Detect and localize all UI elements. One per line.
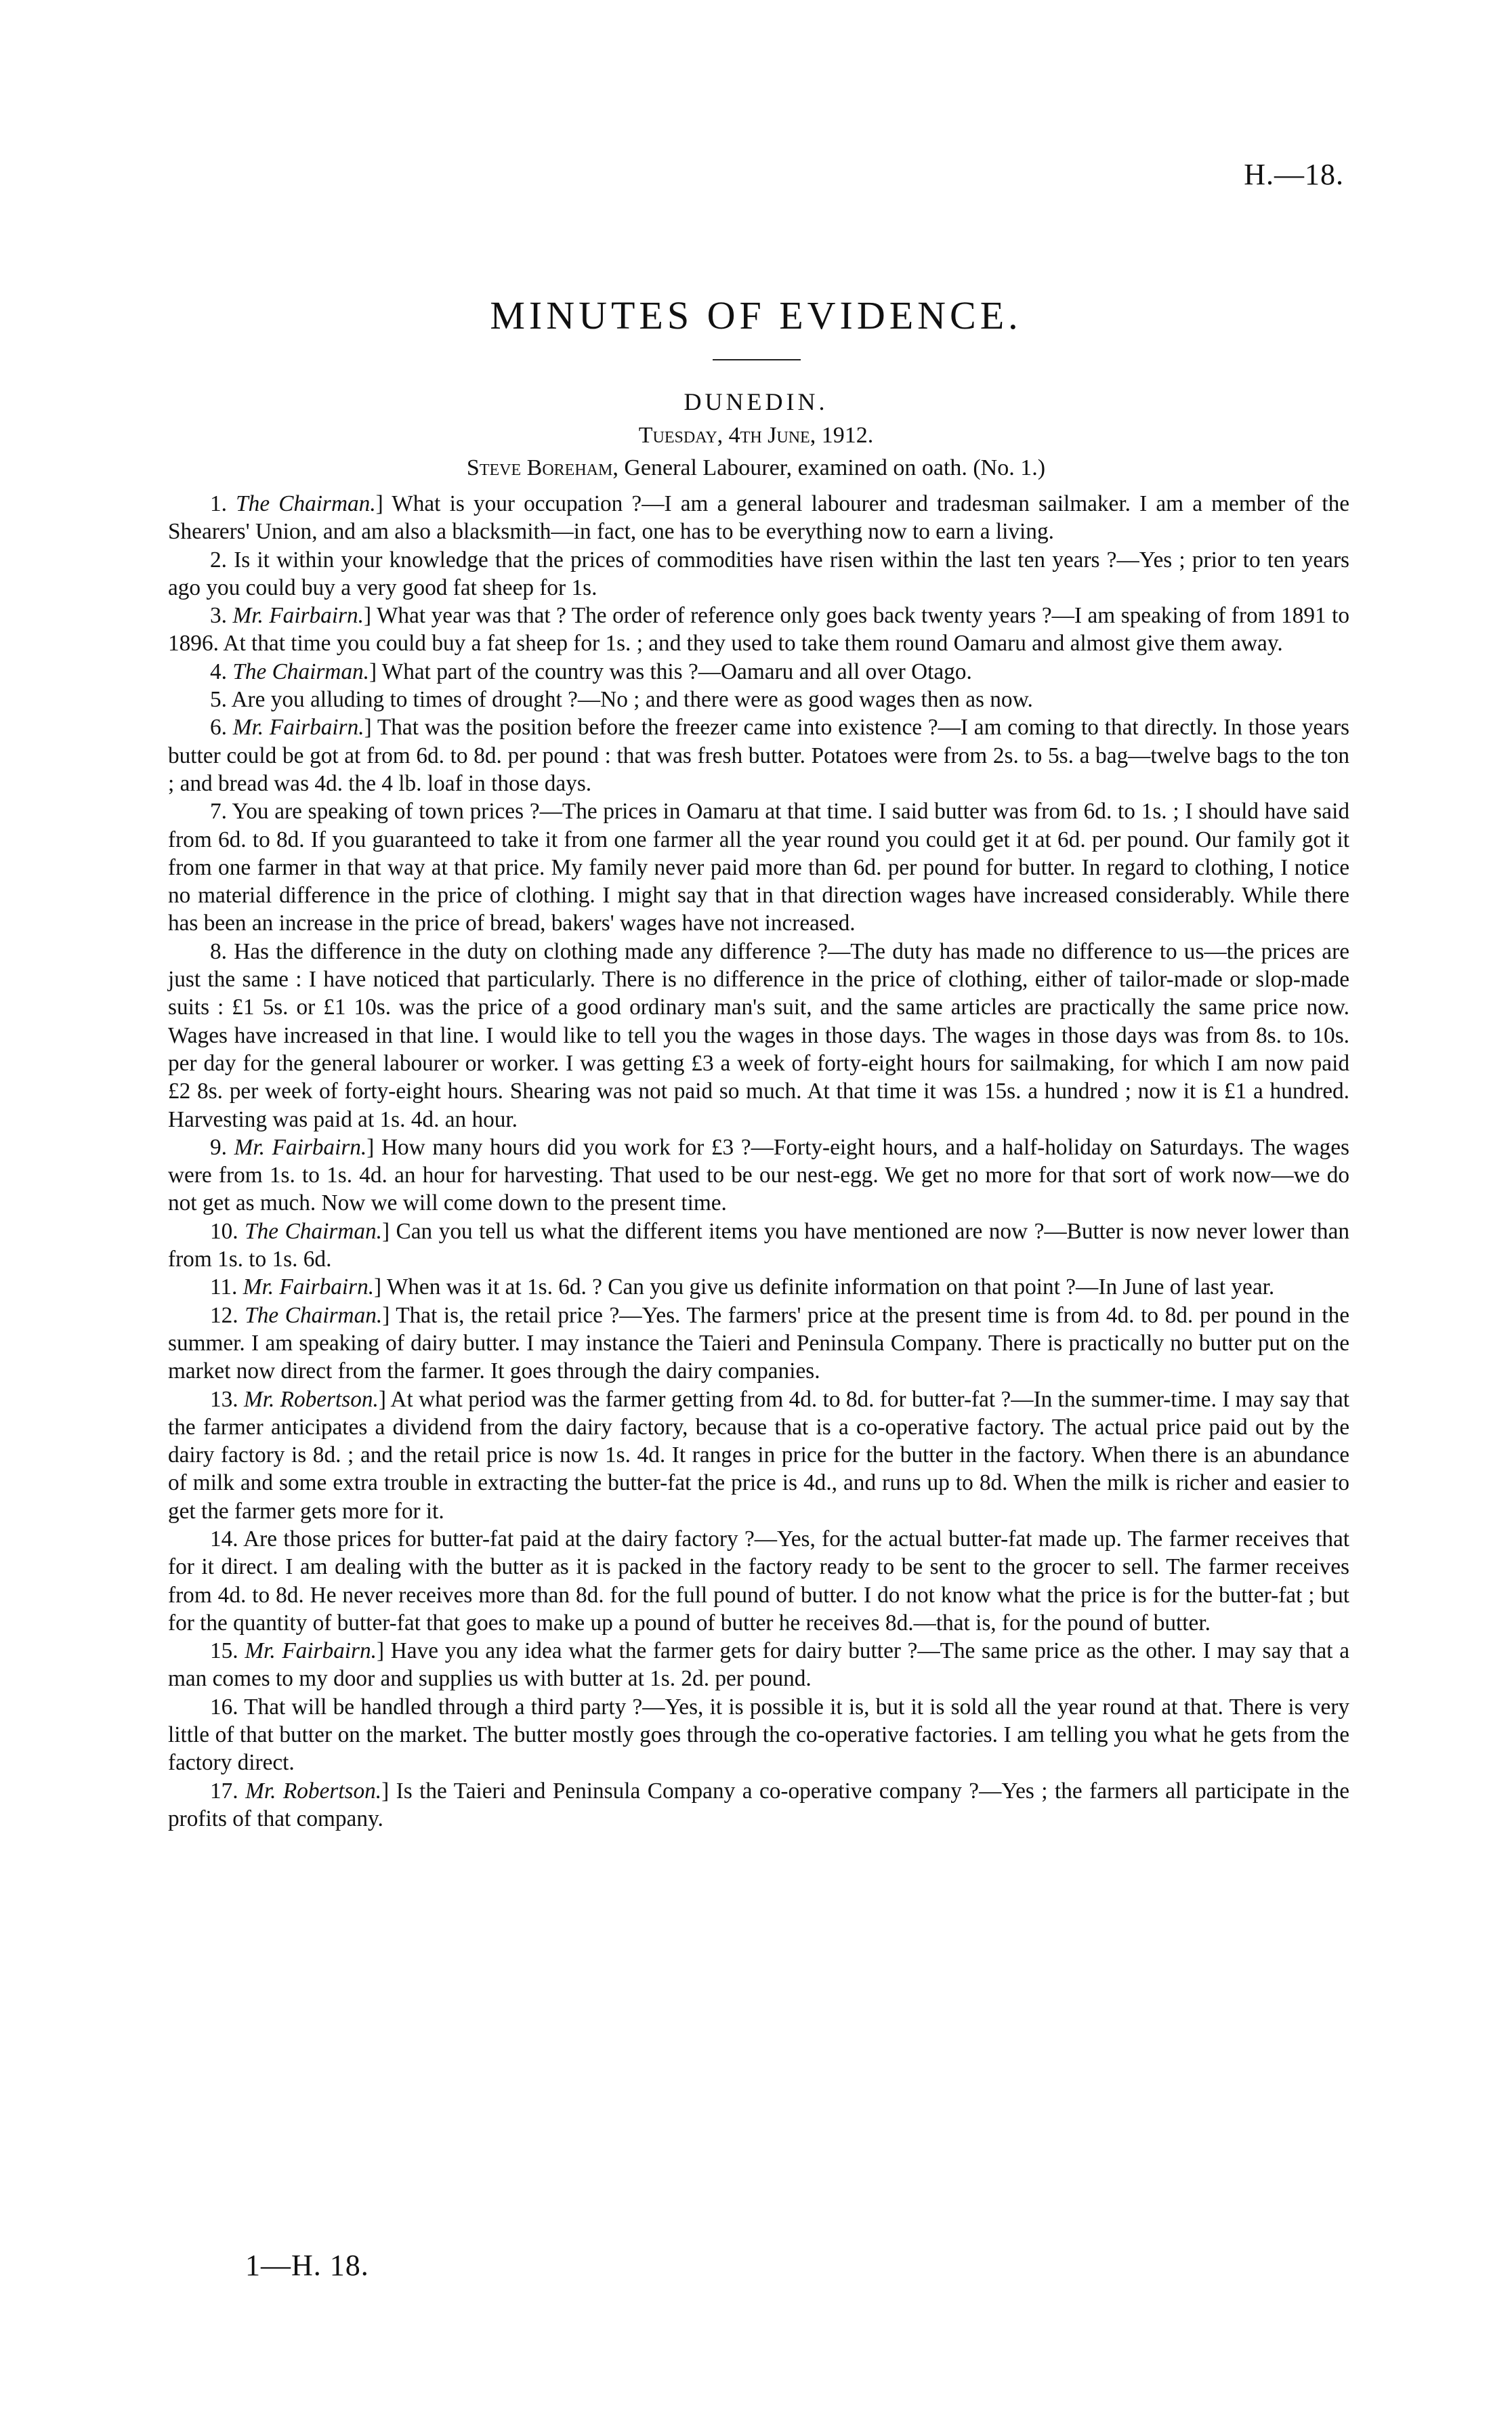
speaker-name: Mr. Robertson. xyxy=(245,1778,382,1804)
paragraph-text: ] Have you any idea what the farmer gets for dairy butter ?—The same price as the other. I may say that a man comes to my door and supplies us with butter at 1s. 2d. per pound. xyxy=(168,1638,1350,1692)
evidence-paragraph xyxy=(168,1777,1349,1833)
question-number: 13. xyxy=(210,1386,238,1412)
question-number: 7. xyxy=(210,799,227,825)
evidence-paragraph xyxy=(168,546,1349,602)
evidence-paragraph xyxy=(168,938,1349,1134)
footer-signature: 1—H. 18. xyxy=(245,2249,369,2282)
paragraph-text: ] Is the Taieri and Peninsula Company a co-operative company ?—Yes ; the farmers all participate in the profits of that company. xyxy=(168,1778,1350,1831)
paragraph-text: ] How many hours did you work for £3 ?—Forty-eight hours, and a half-holiday on Saturdays. The wages were from 1s. to 1s. 4d. an hour for harvesting. That used to be our nest-egg. We get no more for that sort of work now—we do not get as much. Now we will come down to the present time. xyxy=(168,1134,1349,1216)
paragraph-text: ] What part of the country was this ?—Oamaru and all over Otago. xyxy=(369,659,972,684)
question-number: 16. xyxy=(210,1694,238,1720)
paragraph-text: Is it within your knowledge that the prices of commodities have risen within the last ten years ?—Yes ; prior to ten years ago you could buy a very good fat sheep for 1s. xyxy=(168,547,1349,600)
question-number: 5. xyxy=(210,687,227,713)
paragraph-text: ] That is, the retail price ?—Yes. The farmers' price at the present time is from 4d. to 8d. per pound in the summer. I am speaking of dairy butter. I may instance the Taieri and Peninsula Company. There is practically no butter put on the market now direct from the farmer. It goes through the dairy companies. xyxy=(168,1302,1350,1384)
evidence-paragraph xyxy=(168,602,1349,658)
question-number: 11. xyxy=(210,1274,238,1300)
evidence-paragraph xyxy=(168,658,1349,686)
paragraph-text: ] Can you tell us what the different items you have mentioned are now ?—Butter is now never lower than from 1s. to 1s. 6d. xyxy=(168,1218,1349,1272)
speaker-name: The Chairman. xyxy=(232,659,369,684)
evidence-paragraph xyxy=(168,713,1349,797)
evidence-paragraph xyxy=(168,1525,1349,1637)
speaker-name: Mr. Fairbairn. xyxy=(234,1134,367,1160)
place-heading: DUNEDIN. xyxy=(684,388,828,415)
page-reference: H.—18. xyxy=(1244,158,1344,191)
speaker-name: The Chairman. xyxy=(245,1218,382,1244)
question-number: 3. xyxy=(210,603,227,629)
paragraph-text: You are speaking of town prices ?—The prices in Oamaru at that time. I said butter was from 6d. to 1s. ; I should have said from 6d. to 8d. If you guaranteed to take it from one farmer all the year round you could get it at 6d. per pound. Our family got it from one farmer in that way at that price. My family never paid more than 6d. per pound for butter. In regard to clothing, I notice no material difference in the price of clothing. I might say that in that direction wages have increased considerably. While there has been an increase in the price of bread, bakers' wages have not increased. xyxy=(168,799,1349,936)
paragraph-text: ] What year was that ? The order of reference only goes back twenty years ?—I am speaking of from 1891 to 1896. At that time you could buy a fat sheep for 1s. ; and they used to take them round Oamaru and almost give them away. xyxy=(168,603,1350,657)
date-heading: Tuesday, 4th June, 1912. xyxy=(638,423,874,448)
paragraph-text: That will be handled through a third party ?—Yes, it is possible it is, but it is sold all the year round at that. There is very little of that butter on the market. The butter mostly goes through the co-operative factories. I am telling you what he gets from the factory direct. xyxy=(168,1694,1349,1776)
witness-name: Steve Boreham xyxy=(466,455,613,480)
speaker-name: Mr. Fairbairn. xyxy=(245,1638,377,1664)
evidence-paragraph xyxy=(168,797,1349,937)
witness-description: , General Labourer, examined on oath. (No. 1.) xyxy=(612,455,1046,480)
speaker-name: Mr. Fairbairn. xyxy=(243,1274,375,1300)
paragraph-text: Are you alluding to times of drought ?—No ; and there were as good wages then as now. xyxy=(231,687,1033,713)
speaker-name: The Chairman. xyxy=(236,491,376,516)
question-number: 12. xyxy=(210,1302,238,1328)
question-number: 14. xyxy=(210,1526,238,1552)
paragraph-text: ] What is your occupation ?—I am a general labourer and tradesman sailmaker. I am a member of the Shearers' Union, and am also a blacksmith—in fact, one has to be everything now to earn a living. xyxy=(168,491,1349,545)
evidence-paragraph xyxy=(168,490,1349,546)
paragraph-text: ] When was it at 1s. 6d. ? Can you give us definite information on that point ?—In June of last year. xyxy=(374,1274,1275,1300)
question-number: 15. xyxy=(210,1638,238,1664)
evidence-paragraph xyxy=(168,686,1349,713)
witness-heading xyxy=(0,455,1512,481)
speaker-name: Mr. Fairbairn. xyxy=(232,715,364,741)
speaker-name: Mr. Fairbairn. xyxy=(232,603,364,629)
evidence-paragraph xyxy=(168,1386,1349,1525)
question-number: 9. xyxy=(210,1134,227,1160)
title-rule xyxy=(713,359,801,360)
question-number: 8. xyxy=(210,938,227,964)
question-number: 6. xyxy=(210,715,227,741)
evidence-body xyxy=(168,490,1349,1833)
paragraph-text: ] That was the position before the freezer came into existence ?—I am coming to that directly. In those years butter could be got at from 6d. to 8d. per pound : that was fresh butter. Potatoes were from 2s. to 5s. a bag—twelve bags to the ton ; and bread was 4d. the 4 lb. loaf in those days. xyxy=(168,715,1349,796)
evidence-paragraph xyxy=(168,1273,1349,1301)
evidence-paragraph xyxy=(168,1302,1349,1386)
evidence-paragraph xyxy=(168,1637,1349,1693)
speaker-name: Mr. Robertson. xyxy=(243,1386,379,1412)
question-number: 17. xyxy=(210,1778,238,1804)
question-number: 10. xyxy=(210,1218,238,1244)
question-number: 1. xyxy=(210,491,227,516)
evidence-paragraph xyxy=(168,1134,1349,1218)
paragraph-text: Are those prices for butter-fat paid at the dairy factory ?—Yes, for the actual butter-fat made up. The farmer receives that for it direct. I am dealing with the butter as it is packed in the factory ready to be sent to the grocer to sell. The farmer receives from 4d. to 8d. He never receives more than 8d. for the full pound of butter. I do not know what the price is for the butter-fat ; but for the quantity of butter-fat that goes to make up a pound of butter he receives 8d.—that is, for the pound of butter. xyxy=(168,1526,1349,1636)
paragraph-text: Has the difference in the duty on clothing made any difference ?—The duty has made no difference to us—the prices are just the same : I have noticed that particularly. There is no difference in the price of clothing, either of tailor-made or slop-made suits : £1 5s. or £1 10s. was the price of a good ordinary man's suit, and the same articles are practically the same price now. Wages have increased in that line. I would like to tell you the wages in those days. The wages in those days was from 8s. to 10s. per day for the general labourer or worker. I was getting £3 a week of forty-eight hours for sailmaking, for which I am now paid £2 8s. per week of forty-eight hours. Shearing was not paid so much. At that time it was 15s. a hundred ; now it is £1 a hundred. Harvesting was paid at 1s. 4d. an hour. xyxy=(168,938,1349,1132)
paragraph-text: ] At what period was the farmer getting from 4d. to 8d. for butter-fat ?—In the summer-time. I may say that the farmer anticipates a dividend from the dairy factory, because that is a co-operative factory. The actual price paid out by the dairy factory is 8d. ; and the retail price is now 1s. 4d. It ranges in price for the butter in the factory. When there is an abundance of milk and some extra trouble in extracting the butter-fat the price is 4d., and runs up to 8d. When the milk is richer and easier to get the farmer gets more for it. xyxy=(168,1386,1349,1524)
question-number: 2. xyxy=(210,547,227,573)
page-title: MINUTES OF EVIDENCE. xyxy=(490,293,1022,337)
question-number: 4. xyxy=(210,659,227,684)
evidence-paragraph xyxy=(168,1693,1349,1777)
evidence-paragraph xyxy=(168,1218,1349,1274)
speaker-name: The Chairman. xyxy=(245,1302,383,1328)
